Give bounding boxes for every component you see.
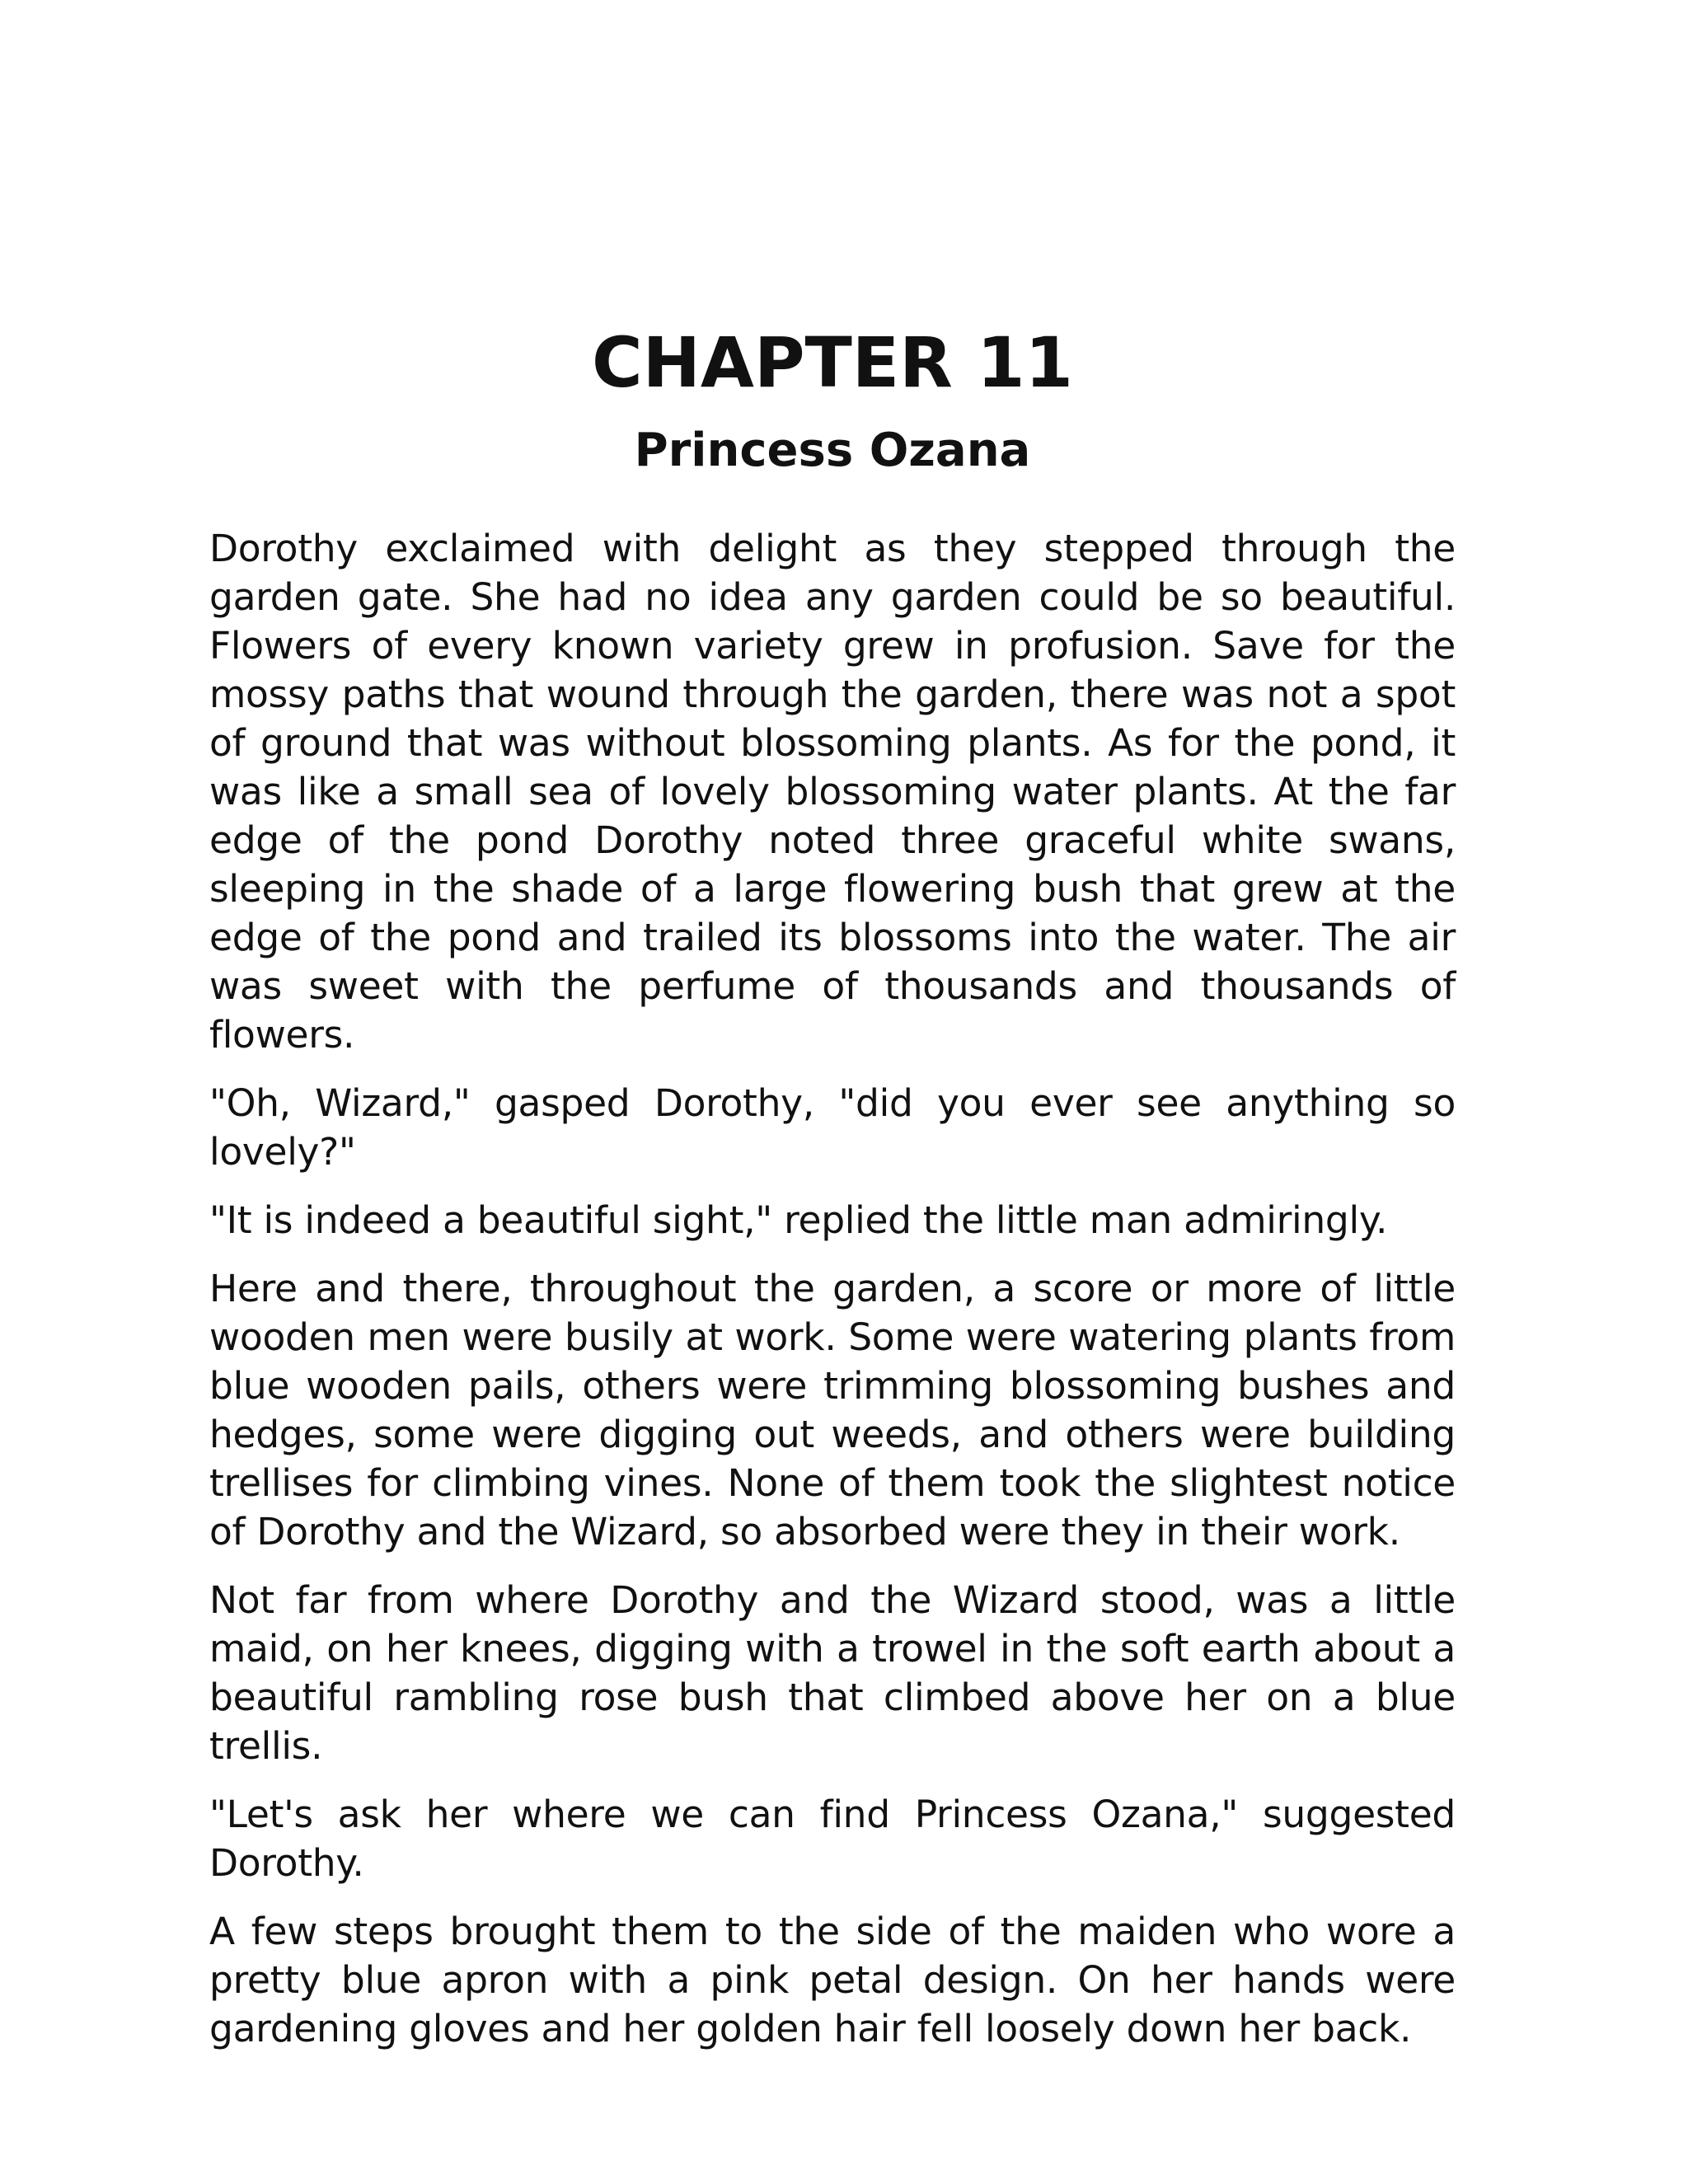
book-page [209,321,1456,2073]
chapter-title: Princess Ozana [634,424,1031,477]
paragraph-1: Dorothy exclaimed with delight as they stepped through the garden gate. She had no idea any garden could be so beautiful. Flowers of every known variety grew in profusion. Save for the mossy paths that wound through the garden, there was not a spot of ground that was without blossoming plants. As for the pond, it was like a small sea of lovely blossoming water plants. At the far edge of the pond Dorothy noted three graceful white swans, sleeping in the shade of a large flowering bush that grew at the edge of the pond and trailed its blossoms into the water. The air was sweet with the perfume of thousands and thousands of flowers. [209,527,1456,1057]
paragraph-7: A few steps brought them to the side of the maiden who wore a pretty blue apron with a pink petal design. On her hands were gardening gloves and her golden hair fell loosely down her back. [209,1910,1456,2050]
chapter-heading [209,321,1456,480]
paragraph-3: "It is indeed a beautiful sight," replied the little man admiringly. [209,1198,1388,1242]
chapter-number: CHAPTER 11 [591,322,1074,403]
paragraph-6: "Let's ask her where we can find Princess Ozana," suggested Dorothy. [209,1793,1456,1885]
paragraph-2: "Oh, Wizard," gasped Dorothy, "did you ever see anything so lovely?" [209,1081,1456,1174]
paragraph-5: Not far from where Dorothy and the Wizard stood, was a little maid, on her knees, digging with a trowel in the soft earth about a beautiful rambling rose bush that climbed above her on a blue trellis. [209,1578,1456,1768]
chapter-body [209,524,1456,2053]
paragraph-4: Here and there, throughout the garden, a score or more of little wooden men were busily at work. Some were watering plants from blue wooden pails, others were trimming blossoming bushes and hedges, some were digging out weeds, and others were building trellises for climbing vines. None of them took the slightest notice of Dorothy and the Wizard, so absorbed were they in their work. [209,1267,1456,1554]
